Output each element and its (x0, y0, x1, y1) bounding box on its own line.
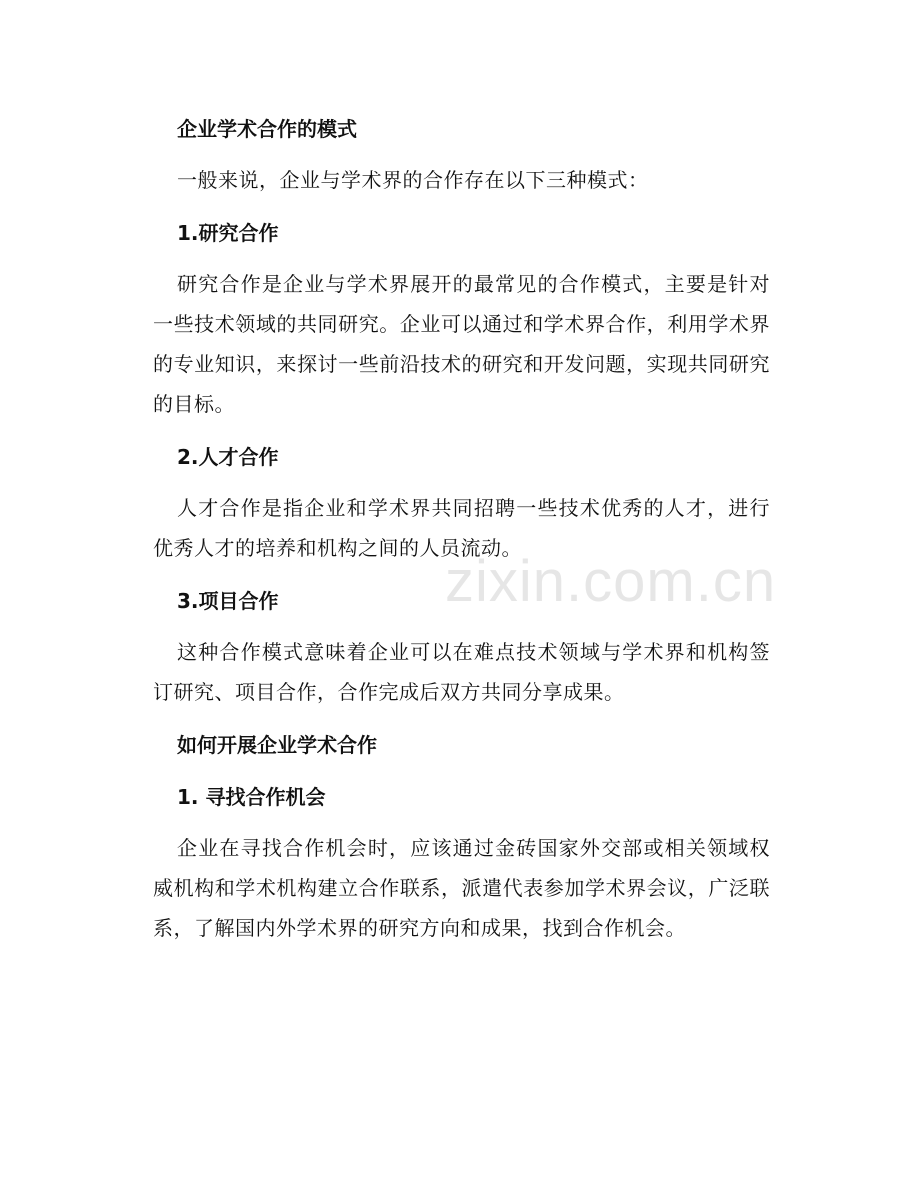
section-heading-how: 如何开展企业学术合作 (177, 733, 377, 757)
subheading-find-opportunities: 1. 寻找合作机会 (177, 785, 326, 809)
subheading-research: 1.研究合作 (177, 221, 279, 245)
section-heading-modes: 企业学术合作的模式 (177, 117, 357, 141)
paragraph-talent: 人才合作是指企业和学术界共同招聘一些技术优秀的人才，进行优秀人才的培养和机构之间的人员流动。 (153, 496, 770, 560)
paragraph-research: 研究合作是企业与学术界展开的最常见的合作模式，主要是针对一些技术领域的共同研究。企业可以通过和学术界合作，利用学术界的专业知识，来探讨一些前沿技术的研究和开发问题，实现共同研究的目标。 (153, 272, 770, 416)
paragraph-intro: 一般来说，企业与学术界的合作存在以下三种模式： (177, 168, 649, 192)
paragraph-find-opportunities: 企业在寻找合作机会时，应该通过金砖国家外交部或相关领域权威机构和学术机构建立合作联系，派遣代表参加学术界会议，广泛联系，了解国内外学术界的研究方向和成果，找到合作机会。 (153, 836, 770, 940)
subheading-project: 3.项目合作 (177, 589, 279, 613)
document-body (153, 108, 770, 960)
subheading-talent: 2.人才合作 (177, 445, 279, 469)
watermark: zixin.com.cn (445, 549, 777, 614)
paragraph-project: 这种合作模式意味着企业可以在难点技术领域与学术界和机构签订研究、项目合作，合作完成后双方共同分享成果。 (153, 640, 770, 704)
